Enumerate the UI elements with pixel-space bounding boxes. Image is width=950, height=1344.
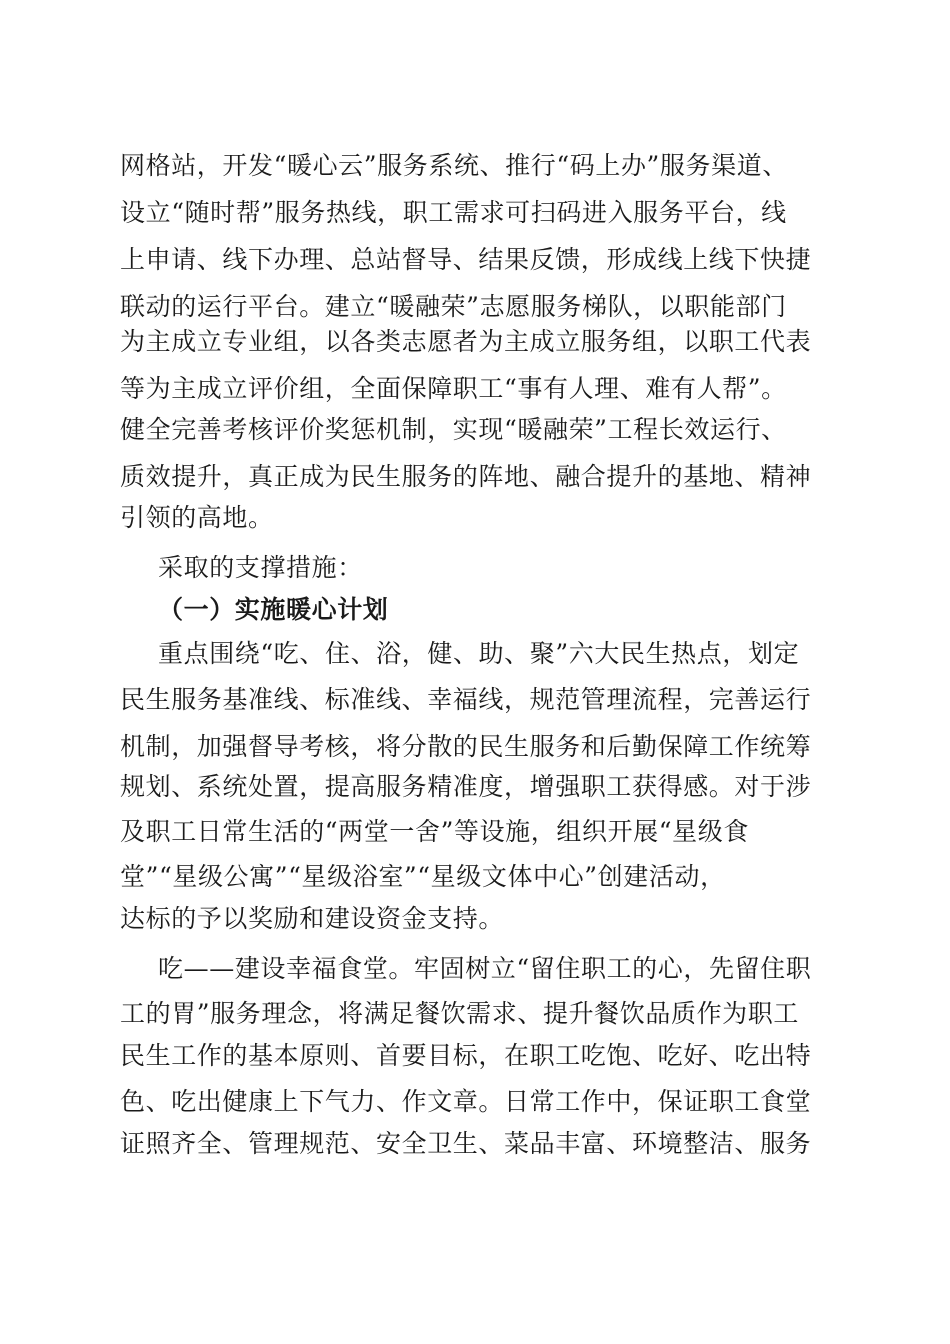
text-line: 机制，加强督导考核，将分散的民生服务和后勤保障工作统筹 [120,732,812,761]
text-line: 堂”“星级公寓”“星级浴室”“星级文体中心”创建活动， [120,862,726,891]
text-line: 等为主成立评价组，全面保障职工“事有人理、难有人帮”。 [120,374,787,403]
text-line: 设立“随时帮”服务热线，职工需求可扫码进入服务平台，线 [120,198,787,227]
text-line: 规划、系统处置，提高服务精准度，增强职工获得感。对于涉 [120,772,812,801]
text-line: 健全完善考核评价奖惩机制，实现“暖融荣”工程长效运行、 [120,415,787,444]
text-line: 吃——建设幸福食堂。牢固树立“留住职工的心，先留住职 [158,954,812,983]
text-line: 引领的高地。 [120,503,274,532]
section-intro: 采取的支撑措施： [158,553,363,582]
text-line: 民生工作的基本原则、首要目标，在职工吃饱、吃好、吃出特 [120,1041,812,1070]
text-line: 质效提升，真正成为民生服务的阵地、融合提升的基地、精神 [120,462,812,491]
text-line: 上申请、线下办理、总站督导、结果反馈，形成线上线下快捷 [120,245,812,274]
text-line: 色、吃出健康上下气力、作文章。日常工作中，保证职工食堂 [120,1087,812,1116]
text-line: 联动的运行平台。建立“暖融荣”志愿服务梯队，以职能部门 [120,292,787,321]
text-line: 工的胃”服务理念，将满足餐饮需求、提升餐饮品质作为职工 [120,999,799,1028]
text-line: 为主成立专业组，以各类志愿者为主成立服务组，以职工代表 [120,327,812,356]
text-line: 达标的予以奖励和建设资金支持。 [120,904,505,933]
text-line: 民生服务基准线、标准线、幸福线，规范管理流程，完善运行 [120,685,812,714]
section-heading: （一）实施暖心计划 [158,595,389,624]
text-line: 及职工日常生活的“两堂一舍”等设施，组织开展“星级食 [120,817,749,846]
text-line: 网格站，开发“暖心云”服务系统、推行“码上办”服务渠道、 [120,151,788,180]
text-line: 重点围绕“吃、住、浴，健、助、聚”六大民生热点，划定 [158,639,800,668]
text-line: 证照齐全、管理规范、安全卫生、菜品丰富、环境整洁、服务 [120,1129,812,1158]
